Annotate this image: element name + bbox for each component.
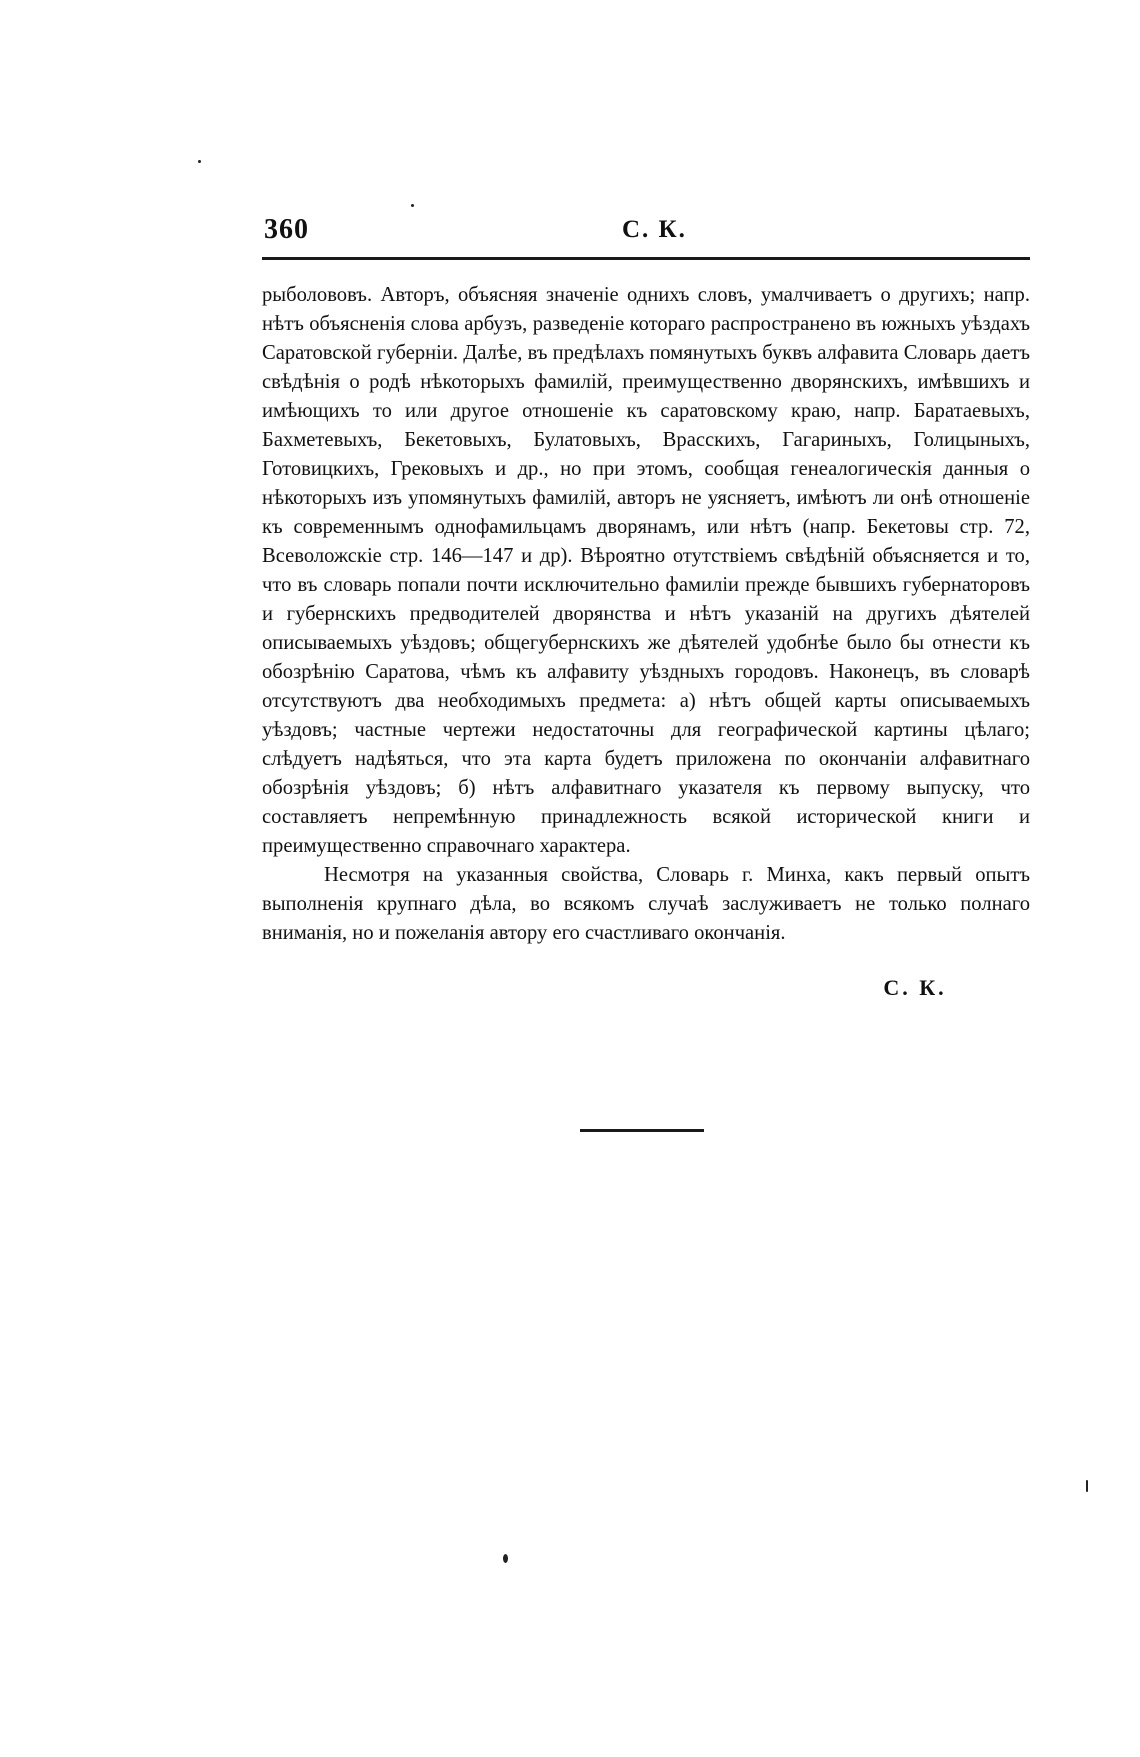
- running-head: С. К.: [622, 216, 687, 243]
- paragraph: Несмотря на указанныя свойства, Словарь г. Минха, какъ первый опытъ выполненія крупнаго дѣла, во всякомъ случаѣ заслуживаетъ не только полнаго вниманія, но и пожеланія автору его счастливаго окончанія.: [262, 864, 1030, 944]
- body-text: [262, 281, 1030, 948]
- print-speck: [411, 204, 414, 207]
- author-signature: С. К.: [883, 975, 947, 1000]
- header-rule: [262, 257, 1030, 260]
- print-speck: [198, 160, 201, 163]
- print-speck: [1086, 1480, 1088, 1492]
- page-number: 360: [264, 214, 309, 245]
- print-speck: [503, 1554, 508, 1563]
- end-rule: [580, 1129, 704, 1132]
- paragraph: рыболововъ. Авторъ, объясняя значеніе однихъ словъ, умалчиваетъ о другихъ; напр. нѣтъ объясненія слова арбузъ, разведеніе котораго распространено въ южныхъ уѣздахъ Саратовской губерніи. Далѣе, въ предѣлахъ помянутыхъ буквъ алфавита Словарь даетъ свѣдѣнія о родѣ нѣкоторыхъ фамилій, преимущественно дворянскихъ, имѣвшихъ и имѣющихъ то или другое отношеніе къ саратовскому краю, напр. Баратаевыхъ, Бахметевыхъ, Бекетовыхъ, Булатовыхъ, Врасскихъ, Гагариныхъ, Голицыныхъ, Готовицкихъ, Грековыхъ и др., но при этомъ, сообщая генеалогическія данныя о нѣкоторыхъ изъ упомянутыхъ фамилій, авторъ не уясняетъ, имѣютъ ли онѣ отношеніе къ современнымъ однофамильцамъ дворянамъ, или нѣтъ (напр. Бекетовы стр. 72, Всеволожскіе стр. 146—147 и др). Вѣроятно отутствіемъ свѣдѣній объясняется и то, что въ словарь попали почти исключительно фамиліи прежде бывшихъ губернаторовъ и губернскихъ предводителей дворянства и нѣтъ указаній на другихъ дѣятелей описываемыхъ уѣздовъ; общегубернскихъ же дѣятелей удобнѣе было бы отнести къ обозрѣнію Саратова, чѣмъ къ алфавиту уѣздныхъ городовъ. Наконецъ, въ словарѣ отсутствуютъ два необходимыхъ предмета: а) нѣтъ общей карты описываемыхъ уѣздовъ; частные чертежи недостаточны для географической картины цѣлаго; слѣдуетъ надѣяться, что эта карта будетъ приложена по окончаніи алфавитнаго обозрѣнія уѣздовъ; б) нѣтъ алфавитнаго указателя къ первому выпуску, что составляетъ непремѣнную принадлежность всякой исторической книги и преимущественно справочнаго характера.: [262, 284, 1030, 857]
- page-header: [262, 210, 1030, 254]
